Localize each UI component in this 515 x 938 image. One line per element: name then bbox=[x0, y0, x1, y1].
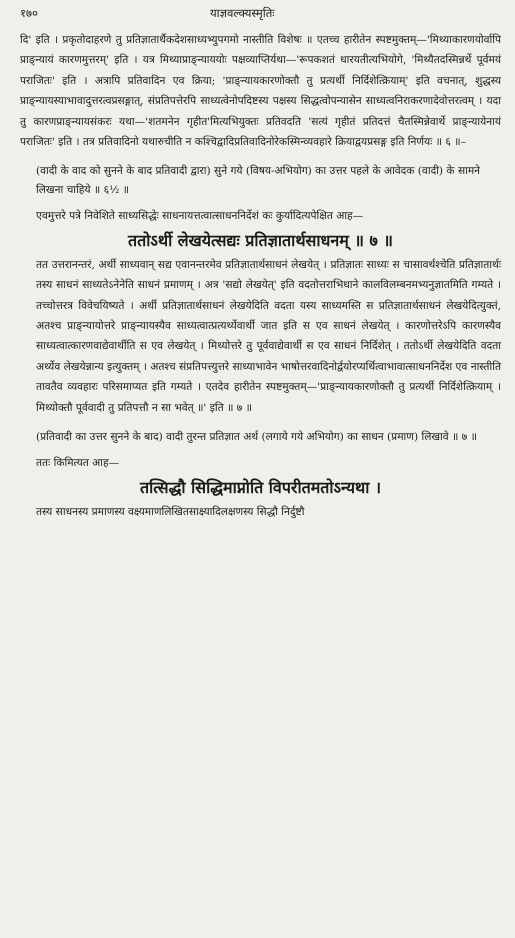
verse-7: ततोऽर्थी लेखयेत्सद्यः प्रतिज्ञातार्थसाधनम् ॥ ७ ॥ bbox=[128, 230, 393, 250]
page-number: १७० bbox=[20, 6, 38, 20]
verse-introduction-1: एवमुत्तरे पत्रे निवेशिते साध्यसिद्धेः साधनायत्तत्वात्साधननिर्देशं कः कुर्यादित्यपेक्षित आह— bbox=[36, 210, 364, 223]
page-header bbox=[20, 6, 501, 30]
commentary-paragraph-3: तस्य साधनस्य प्रमाणस्य वक्ष्यमाणलिखितसाक्ष्यादिलक्षणस्य सिद्धौ निर्दुष्टौ bbox=[36, 505, 305, 518]
hindi-translation-2: (प्रतिवादी का उत्तर सुनने के बाद) वादी तुरन्त प्रतिज्ञात अर्थ (लगाये गये अभियोग) का साधन (प्रमाण) लिखावे ॥ ७ ॥ bbox=[36, 431, 477, 444]
hindi-translation-1: (वादी के वाद को सुनने के बाद प्रतिवादी द्वारा) सुने गये (विषय-अभियोग) का उत्तर पहले के आवेदक (वादी) के सामने लिखना चाहिये ॥ ६½ ॥ bbox=[36, 165, 481, 197]
running-title: याज्ञवल्क्यस्मृतिः bbox=[210, 6, 275, 20]
verse-introduction-2: ततः किमित्यत आह— bbox=[36, 457, 120, 470]
commentary-paragraph-1: दि' इति । प्रकृतोदाहरणे तु प्रतिज्ञातार्थैकदेशसाध्यभ्युपगमो नास्तीति विशेषः ॥ एतच्च हारीतेन स्पष्टमुक्तम्—'मिथ्याकारणयोर्वापि प्राङ्न्यायं कारणमुत्तरम्' इति । यत्र मिथ्याप्राङ्न्याययोः पक्षव्याप्तिर्यथा—'रूपकशतं धारयतीत्यभियोगे, 'मिथ्यैतदस्मिन्नर्थे पूर्वमयं पराजितः' इति । अत्रापि प्रतिवादिन एव क्रिया; 'प्राङ्न्यायकारणोक्तौ तु प्रत्यर्थी निर्दिशेत्क्रियाम्' इति वचनात्, शुद्धस्य प्राङ्न्यायस्याभावादुत्तरत्वप्रसङ्गात्, संप्रतिपत्तेरपि साध्यत्वेनोपदिष्टस्य पक्षस्य सिद्धत्वोपन्यासेन साध्यत्वनिराकरणादेवोत्तरत्वम् । यदा तु कारणप्राङ्न्यायसंकरः यथा—'शतमनेन गृहीत'मित्यभियुक्तः प्रतिवदति 'सत्यं गृहीतं प्रतिदत्तं चैतस्मिन्नेवार्थे प्राङ्न्यायेनायं पराजितः' इति । तत्र प्रतिवादिनो यथारुचीति न कश्चिद्वादिप्रतिवादिनोरेकस्मिन्व्यवहारे क्रियाद्वयप्रसङ्ग इति निर्णयः ॥ ६ ॥– bbox=[20, 34, 501, 149]
commentary-paragraph-2: तत उत्तरानन्तरं, अर्थी साध्यवान् सद्य एवानन्तरमेव प्रतिज्ञातार्थसाधनं लेखयेत् । प्रतिज्ञातः साध्यः स चासावर्थश्चेति प्रतिज्ञातार्थः तस्य साधनं साध्यतेऽनेनेति साधनं प्रमाणम् । अत्र 'सद्यो लेखयेत्' इति वदतोत्तराभिधाने कालविलम्बनमभ्यनुज्ञातमिति गम्यते । तच्चोत्तरत्र विवेचयिष्यते । अर्थी प्रतिज्ञातार्थसाधनं लेखयेदिति वदता यस्य साध्यमस्ति स प्रतिज्ञातार्थसाधनं लेखयेदित्युक्तं, अतश्च प्राङ्न्यायोत्तरे प्राङ्न्यायस्यैव साध्यत्वात्प्रत्यर्थ्येवार्थी जात इति स एव साधनं लेखयेत् । कारणोत्तरेऽपि कारणस्यैव साध्यत्वात्कारणवाद्येवार्थीति स एव लेखयेत् । मिथ्योत्तरे तु पूर्ववाद्येवार्थी स एव साधनं निर्दिशेत् । ततोऽर्थी लेखयेदिति वदता अर्थ्येव लेखयेन्नान्य इत्युक्तम् । अतश्च संप्रतिपत्त्युत्तरे साध्याभावेन भाषोत्तरवादिनोर्द्वयोरप्यर्थित्वाभावात्साधननिर्देश एव नास्तीति तावतैव व्यवहारः परिसमाप्यत इति गम्यते । एतदेव हारीतेन स्पष्टमुक्तम्—'प्राङ्न्यायकारणोक्तौ तु प्रत्यर्थी निर्दिशेत्क्रियाम् । मिथ्योक्तौ पूर्ववादी तु प्रतिपत्तौ न सा भवेत् ॥' इति ॥ ७ ॥ bbox=[36, 258, 501, 414]
verse-8: तत्सिद्धौ सिद्धिमाप्नोति विपरीतमतोऽन्यथा । bbox=[139, 477, 382, 497]
